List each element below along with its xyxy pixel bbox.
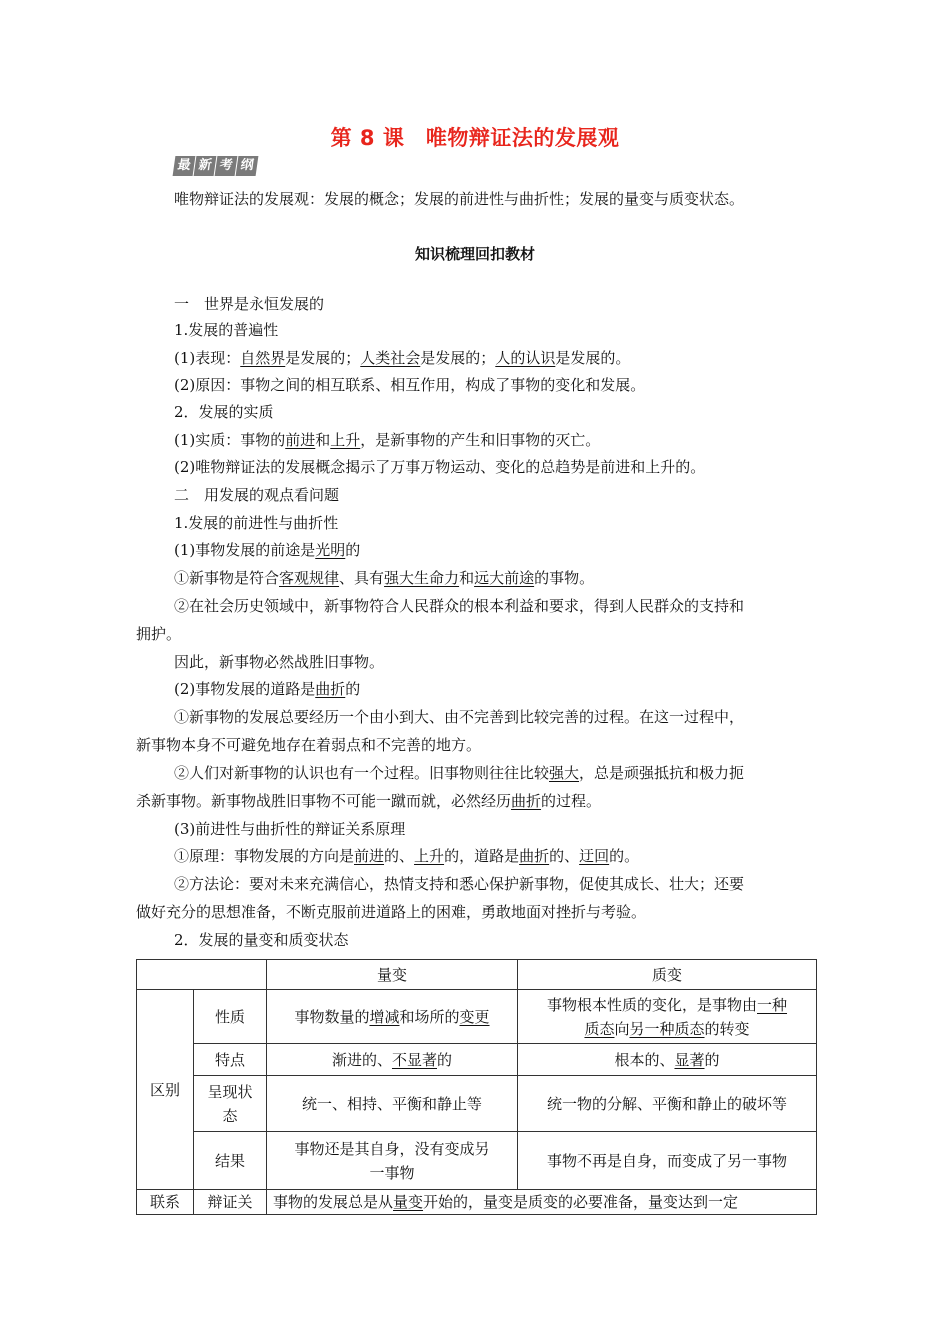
text-span: ，总是顽强抵抗和极力扼	[579, 764, 745, 782]
underlined-answer: 自然界	[240, 349, 286, 367]
text-span: 呈现状	[207, 1082, 253, 1101]
text-span: 的，道路是	[444, 847, 520, 865]
badge-char: 新	[194, 156, 217, 176]
badge-char: 纲	[236, 156, 259, 176]
text-span: 是发展的；	[420, 349, 496, 367]
text-line	[136, 791, 601, 811]
text-line: 新事物本身不可避免地存在着弱点和不完善的地方。	[136, 736, 482, 754]
underlined-answer: 曲折	[511, 792, 542, 810]
text-span: (2)事物发展的道路是	[174, 680, 316, 698]
underlined-answer: 迂回	[579, 847, 610, 865]
text-span: ②人们对新事物的认识也有一个过程。旧事物则往往比较	[174, 764, 550, 782]
underlined-answer: 不显著	[391, 1050, 437, 1069]
outline-badge	[174, 156, 257, 176]
text-span: (1)表现：	[174, 349, 241, 367]
text-line: ②方法论：要对未来充满信心，热情支持和悉心保护新事物，促使其成长、壮大；还要	[174, 875, 745, 893]
table-row	[137, 1190, 817, 1215]
row-label: 联系	[137, 1190, 194, 1215]
text-span: 的	[345, 541, 361, 559]
text-span: 的	[345, 680, 361, 698]
text-span: 的事物。	[534, 569, 595, 587]
text-span: ，是新事物的产生和旧事物的灭亡。	[360, 431, 601, 449]
table-row	[137, 990, 817, 1044]
text-span: 事物的发展总是从	[273, 1193, 394, 1211]
table-cell	[518, 1044, 817, 1076]
text-span: 开始的，量变是质变的必要准备，量变达到一定	[423, 1193, 739, 1211]
underlined-answer: 前进	[285, 431, 316, 449]
text-span: 是发展的。	[555, 349, 631, 367]
text-line	[174, 430, 600, 450]
text-span: 、具有	[339, 569, 385, 587]
group-label: 区别	[137, 990, 194, 1190]
text-line	[174, 846, 639, 866]
text-span: ①新事物是符合	[174, 569, 280, 587]
table-header: 质变	[518, 960, 817, 990]
underlined-answer: 强大生命力	[384, 569, 460, 587]
table-cell: 统一、相持、平衡和静止等	[267, 1076, 518, 1132]
text-span: 和	[459, 569, 475, 587]
text-line: ②在社会历史领域中，新事物符合人民群众的根本利益和要求，得到人民群众的支持和	[174, 597, 745, 615]
text-line: (2)唯物辩证法的发展概念揭示了万事万物运动、变化的总趋势是前进和上升的。	[174, 458, 706, 476]
underlined-answer: 一种	[757, 995, 788, 1014]
table-cell: 统一物的分解、平衡和静止的破坏等	[518, 1076, 817, 1132]
table-cell	[267, 990, 518, 1044]
table-row	[137, 1044, 817, 1076]
text-span: ①原理：事物发展的方向是	[174, 847, 355, 865]
text-line	[174, 568, 594, 588]
text-line: 2．发展的量变和质变状态	[174, 931, 349, 949]
text-line	[174, 540, 360, 560]
table-row	[137, 960, 817, 990]
text-line: 拥护。	[136, 625, 182, 643]
text-line	[174, 348, 630, 368]
text-line	[174, 679, 360, 699]
underlined-answer: 变更	[459, 1007, 490, 1026]
text-span: (1)实质：事物的	[174, 431, 286, 449]
row-label: 特点	[194, 1044, 267, 1076]
row-label: 结果	[194, 1132, 267, 1190]
text-span: 是发展的；	[285, 349, 361, 367]
text-span: (1)事物发展的前途是	[174, 541, 316, 559]
badge-char: 最	[173, 156, 196, 176]
underlined-answer: 上升	[414, 847, 445, 865]
badge-char: 考	[215, 156, 238, 176]
text-span: 态	[222, 1106, 238, 1125]
row-label	[194, 1076, 267, 1132]
text-span: 事物还是其自身，没有变成另	[294, 1139, 490, 1158]
comparison-table	[136, 959, 817, 1215]
underlined-answer: 质态	[584, 1019, 615, 1038]
underlined-answer: 上升	[330, 431, 361, 449]
text-span: 的、	[549, 847, 580, 865]
table-header: 量变	[267, 960, 518, 990]
text-span: 一事物	[369, 1163, 415, 1182]
underlined-answer: 强大	[549, 764, 580, 782]
table-cell	[267, 1190, 817, 1215]
outline-text: 唯物辩证法的发展观：发展的概念；发展的前进性与曲折性；发展的量变与质变状态。	[174, 190, 745, 208]
text-span: 的	[704, 1050, 720, 1069]
underlined-answer: 客观规律	[279, 569, 340, 587]
text-span: 根本的、	[614, 1050, 675, 1069]
text-line: 一 世界是永恒发展的	[174, 295, 325, 313]
text-span: 事物数量的	[294, 1007, 370, 1026]
text-line: 做好充分的思想准备，不断克服前进道路上的困难，勇敢地面对挫折与考验。	[136, 903, 647, 921]
text-span: 事物根本性质的变化，是事物由	[546, 995, 757, 1014]
underlined-answer: 另一种质态	[629, 1019, 705, 1038]
text-line: 因此，新事物必然战胜旧事物。	[174, 653, 385, 671]
underlined-answer: 量变	[393, 1193, 424, 1211]
text-span: 的转变	[704, 1019, 750, 1038]
text-line	[174, 763, 744, 783]
table-cell: 事物不再是自身，而变成了另一事物	[518, 1132, 817, 1190]
underlined-answer: 前进	[354, 847, 385, 865]
underlined-answer: 光明	[315, 541, 346, 559]
table-cell	[518, 990, 817, 1044]
underlined-answer: 显著	[674, 1050, 705, 1069]
table-row	[137, 1076, 817, 1132]
row-sublabel: 辩证关	[194, 1190, 267, 1215]
text-span: 的、	[384, 847, 415, 865]
text-span: 的	[437, 1050, 453, 1069]
underlined-answer: 远大前途	[474, 569, 535, 587]
underlined-answer: 曲折	[315, 680, 346, 698]
table-cell	[137, 960, 267, 990]
text-span: 渐进的、	[331, 1050, 392, 1069]
underlined-answer: 曲折	[519, 847, 550, 865]
section-heading: 知识梳理回扣教材	[414, 245, 535, 263]
page-title: 第 8 课 唯物辩证法的发展观	[330, 126, 620, 150]
text-line: 1.发展的前进性与曲折性	[174, 514, 339, 532]
text-span: 和场所的	[399, 1007, 460, 1026]
text-span: 的过程。	[541, 792, 602, 810]
table-cell	[267, 1044, 518, 1076]
underlined-answer: 人的认识	[495, 349, 556, 367]
text-line: (3)前进性与曲折性的辩证关系原理	[174, 820, 406, 838]
text-line: ①新事物的发展总要经历一个由小到大、由不完善到比较完善的过程。在这一过程中，	[174, 708, 745, 726]
table-row	[137, 1132, 817, 1190]
row-label: 性质	[194, 990, 267, 1044]
text-line: 2．发展的实质	[174, 403, 274, 421]
underlined-answer: 人类社会	[360, 349, 421, 367]
text-line: 1.发展的普遍性	[174, 321, 279, 339]
text-span: 杀新事物。新事物战胜旧事物不可能一蹴而就，必然经历	[136, 792, 512, 810]
text-line: 二 用发展的观点看问题	[174, 486, 340, 504]
underlined-answer: 增减	[369, 1007, 400, 1026]
text-span: 的。	[609, 847, 640, 865]
table-cell	[267, 1132, 518, 1190]
text-line: (2)原因：事物之间的相互联系、相互作用，构成了事物的变化和发展。	[174, 376, 646, 394]
text-span: 向	[614, 1019, 630, 1038]
text-span: 和	[315, 431, 331, 449]
